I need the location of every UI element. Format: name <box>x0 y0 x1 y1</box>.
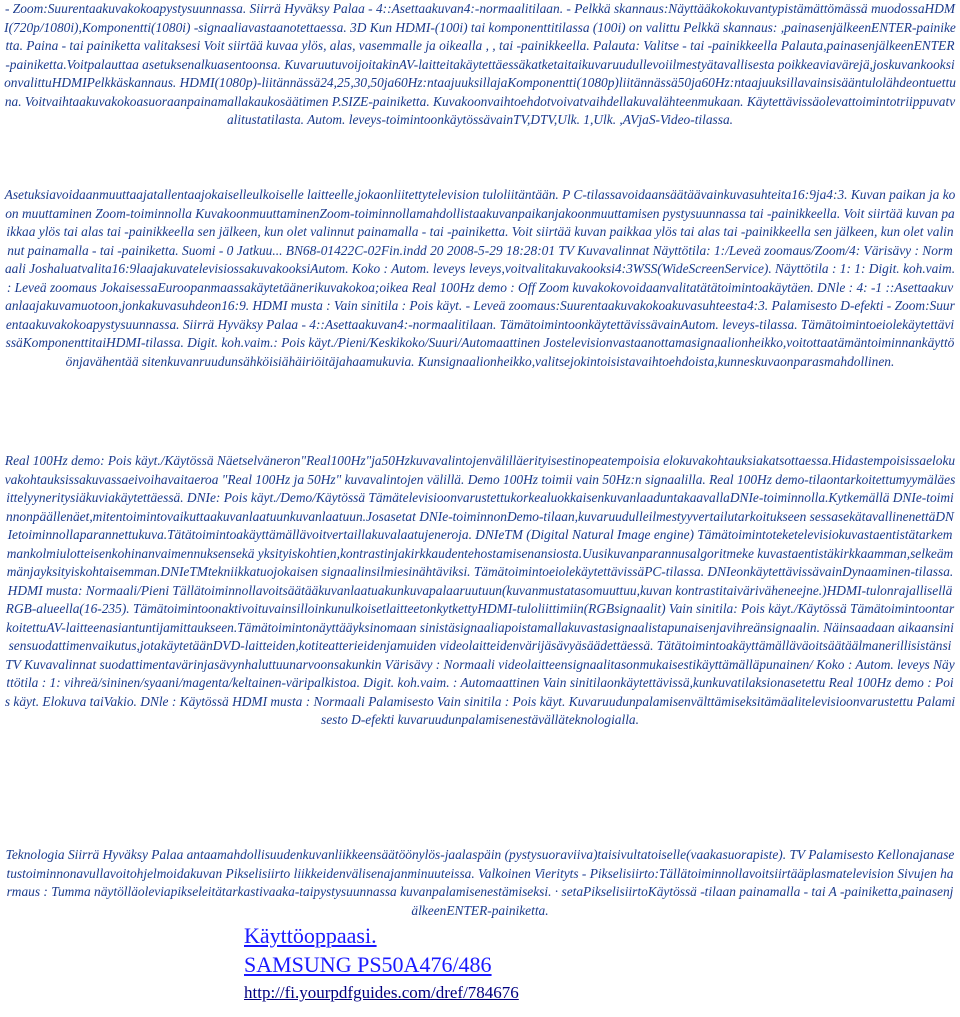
paragraph-picture-size: Asetuksiavoidaanmuuttaajatallentaajokaiselleulkoiselle laitteelle,jokaonliitettytelevision tuloliitäntään. P C-tilassavoidaansäätäävainkuvasuhteita16:9ja4:3. Kuvan paikan ja koon muuttaminen Zoom-toiminnolla KuvakoonmuuttaminenZoom-toiminnollamahdollistaakuvanpaikanjakoonmuuttamisen pystysuunnassa tai -painikkeella. Voit siirtää kuvan paikkaa ylös tai alas tai -painikkeella sen jälkeen, kun olet valinnut painamalla - tai -painiketta. Voit siirtää kuvan paikkaa ylös tai alas tai -painikkeella sen jälkeen, kun olet valinnut painamalla - tai -painiketta. Suomi - 0 Jatkuu... BN68-01422C-02Fin.indd 20 2008-5-29 18:28:01 TV Kuvavalinnat Näyttötila: 1:/Leveä zoomaus/Zoom/4: Värisävy : Normaali Joshaluatvalita16:9laajakuvatelevisiossakuvakooksiAutom. Koko : Autom. leveys leveys,voitvalitakuvakooksi4:3WSS(WideScreenService). Näyttötila : 1: 1: Digit. koh.vaim. : Leveä zoomaus JokaisessaEuroopanmaassakäytetäänerikuvakokoa;oikea Real 100Hz demo : Off Zoom kuvakokovoidaanvalitatätätoimintoakäytäen. DNle : 4: -1 ::Asettaakuvanlaajakuvamuotoon,jonkakuvasuhdeon16:9. HDMI musta : Vain sinitila : Pois käyt. - Leveä zoomaus:Suurentaakuvakokoakuvasuhteesta4:3. Palamisesto D-efekti - Zoom:Suurentaakuvakokoapystysuunnassa. Siirrä Hyväksy Palaa - 4::Asettaakuvan4:-normaalitilaan. TämätoimintoonkäytettävissävainAutom. leveys-tilassa. TämätoimintoeiolekäytettävissäKomponenttitaiHDMI-tilassa. Digit. koh.vaim.: Pois käyt./Pieni/Keskikoko/Suuri/Automaattinen Jostelevisionvastaanottamasignaalionheikko,voitottaatämäntoiminnankäyttöönjavähentää sitenkuvanruudunsähköisiähäiriöitäjahaamukuvia. Kunsignaalionheikko,valitsejokintoisistavaihtoehdoista,kunneskuvaonparasmahdollinen. <box>4 187 956 369</box>
manual-link[interactable]: Käyttöoppaasi. <box>244 923 377 948</box>
paragraph-zoom-settings: - Zoom:Suurentaakuvakokoapystysuunnassa. Siirrä Hyväksy Palaa - 4::Asettaakuvan4:-normaalitilaan. - Pelkkä skannaus:Näyttääkokokuvantypistämättömässä muodossaHDMI(720p/1080i),Komponentti(1080i) -signaaliavastaanotettaessa. 3D Kun HDMI-(100i) tai komponenttitilassa (100i) on valittu Pelkkä skannaus: ,painasenjälkeenENTER-painiketta. Paina - tai painiketta valitaksesi Voit siirtää kuvaa ylös, alas, vasemmalle ja oikealla , , tai -painikkeella. Palauta: Valitse - tai -painikkeella Palauta,painasenjälkeenENTER-painiketta.Voitpalauttaa asetuksenalkuasentoonsa. KuvaruutuvoijoitakinAV-laitteitakäytettäessäkatketaitaikuvaruudullevoiilmestyätavallisesta poikkeaviavärejä,joskuvankooksionvalittuHDMIPelkkäskannaus. HDMI(1080p)-liitännässä24,25,30,50ja60Hz:ntaajuuksillajaKomponentti(1080p)liitännässä50ja60Hz:ntaajuuksillavainsisääntulolähdeontuettuna. Voitvaihtaakuvakokoasuoraanpainamallakaukosäätimen P.SIZE-painiketta. Kuvakoonvaihtoehdotvoivatvaihdellakuvalähteenmukaan. Käytettävissäolevattoimintotriippuvatvalitustatilasta. Autom. leveys-toimintoonkäytössävainTV,DTV,Ulk. 1,Ulk. ,AVjaS-Video-tilassa. <box>4 1 956 127</box>
url-link[interactable]: http://fi.yourpdfguides.com/dref/784676 <box>244 983 519 1002</box>
model-link[interactable]: SAMSUNG PS50A476/486 <box>244 952 492 977</box>
paragraph-real-100hz-dnie: Real 100Hz demo: Pois käyt./Käytössä Näetselväneron"Real100Hz"ja50Hzkuvavalintojenvälilläerityisestinopeatempoisia elokuvakohtauksiakatsottaessa.Hidastempoisissaelokuvakohtauksissakuvassaeivoihavaitaeroa "Real 100Hz ja 50Hz" kuvavalintojen välillä. Demo 100Hz toimii vain 50Hz:n signaalilla. Real 100Hz demo-tilaontarkoitettumyymäläesittelyyneritysiäkuviakäytettäessä. DNIe: Pois käyt./Demo/Käytössä TämätelevisioonvarustettukorkealuokkaisenkuvanlaaduntakaavallaDNIe-toiminnolla.Kytkemällä DNIe-toiminnonpäällenäet,mitentoimintovaikuttaakuvanlaatuunkuvanlaatuun.Josasetat DNIe-toiminnonDemo-tilaan,kuvaruudulleilmestyyvertailutarkoitukseen sessasekätavallinenettäDNIetoiminnollaparannettukuva.Tätätoimintoakäyttämällävoitvertaillakuvalaatujeneroja. DNIeTM (Digital Natural Image engine) Tämätoimintoteketelevisiokuvastaentistätarkemmankolmiulotteisenkohinanvaimennuksensekä yksityiskohtien,kontrastinjakirkkaudentehostamisenansiosta.Uusikuvanparannusalgoritmeke kuvastaentistäkirkkaamman,selkeämmänjayksityiskohtaisemman.DNIeTMtekniikkatuojokaisen signaalinsilmiesinähtäviksi. TämätoimintoeiolekäytettävissäPC-tilassa. DNIeonkäytettävissävainDynaaminen-tilassa. HDMI musta: Normaali/Pieni Tällätoiminnollavoitsäätääkuvanlaatuakunkuvapalaaruutuun(kuvanmustatasomuuttuu,kuvan kontrastitaiväriväheneejne.)HDMI-tulonrajalliselläRGB-alueella(16-235). TämätoimintoonaktivoituvainsilloinkunulkoisetlaitteetonkytkettyHDMI-tuloliittimiin(RGBsignaalit) Vain sinitila: Pois käyt./Käytössä TämätoimintoontarkoitettuAV-laitteenasiantuntijamittaukseen.Tämätoimintonäyttääyksinomaan sinistäsignaaliapoistamallakuvastasignaalistapunaisenjavihreänsignaalin. Näinsaadaan aikaansinisensuodattimenvaikutus,jotakäytetäänDVD-laitteiden,kotiteatterieidenjamuiden videolaitteidenvärijäsävyäsäädettäessä. Tätätoimintoakäyttämälläväoitsäätäälmanerillisistänsi TV Kuvavalinnat suodattimentavärinjasävynhaluttuunarvoonsakunkin Värisävy : Normaali videolaitteensignaalitasonmukaisestikäyttämälläpunainen/ Koko : Autom. leveys Näyttötila : 1: vihreä/sininen/syaani/magenta/keltainen-väripalkistoa. Digit. koh.vaim. : Automaattinen Vain sinitilaonkäytettävissä,kunkuvatilaksionasetettu Real 100Hz demo : Pois käyt. Elokuva taiVakio. DNle : Käytössä HDMI musta : Normaali Palamisesto Vain sinitila : Pois käyt. Kuvaruudunpalamisenvälttämiseksitämäalitelevisioonvarustettu Palamisesto D-efekti kuvaruudunpalamisenestävälläteknologialla. <box>4 453 956 727</box>
footer-links <box>244 922 519 1006</box>
paragraph-screen-burn-protection: Teknologia Siirrä Hyväksy Palaa antaamahdollisuudenkuvanliikkeensäätöönylös-jaalaspäin (pystysuoraviiva)taisivultatoiselle(vaakasuorapiste). TV Palamisesto Kellonajanasetustoiminnonavullavoitohjelmoidakuvan Pikselisiirto liikkeidenvälisenajanminuuteissa. Valkoinen Vierityts - Pikselisiirto:Tällätoiminnollavoitsiirtääplasmatelevision Sivujen harmaus : Tumma näytölläoleviapikseleitätarkastivaaka-taipystysuunnassa kuvanpalamisenestämiseksi. · setaPikselisiirtoKäytössä -tilaan painamalla - tai A -painiketta,painasenjälkeenENTER-painiketta. <box>5 847 955 918</box>
